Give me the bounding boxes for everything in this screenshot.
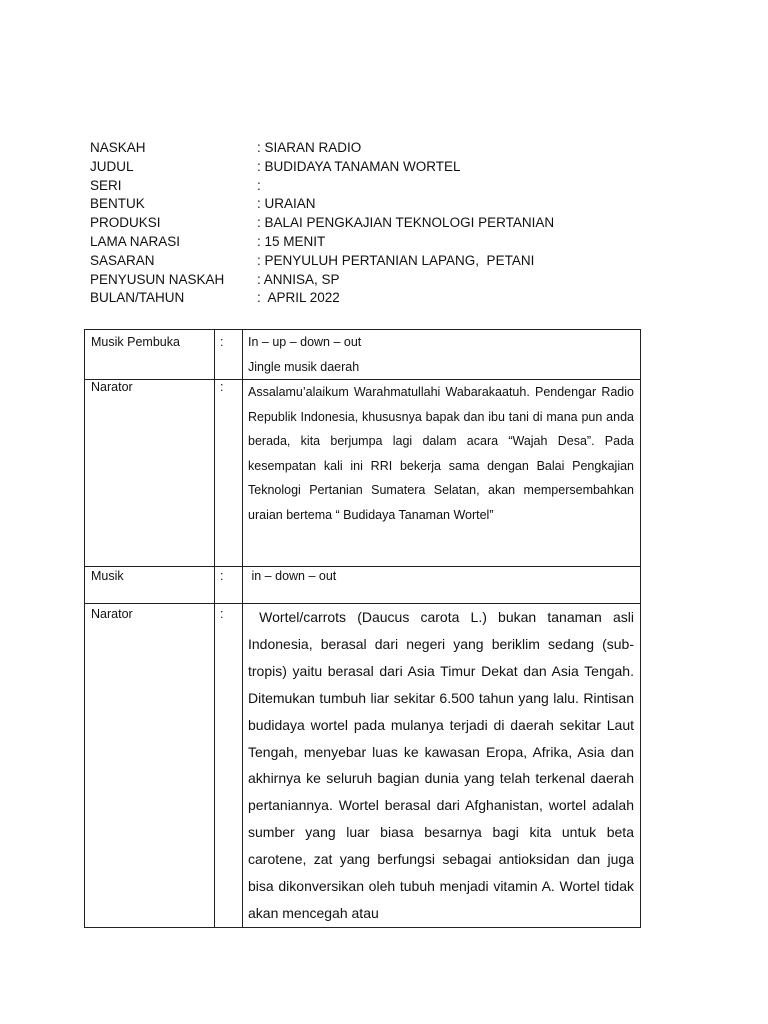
row-content: [243, 330, 641, 380]
meta-row-bentuk: [90, 195, 554, 214]
table-row: [85, 380, 641, 567]
meta-value: : URAIAN: [257, 196, 316, 212]
row-colon: :: [215, 604, 243, 928]
meta-value: : 15 MENIT: [257, 233, 326, 249]
meta-value: : ANNISA, SP: [257, 271, 340, 287]
row-content: Assalamu’alaikum Warahmatullahi Wabarakaatuh. Pendengar Radio Republik Indonesia, khususnya bapak dan ibu tani di mana pun anda berada, kita berjumpa lagi dalam acara “Wajah Desa”. Pada kesempatan kali ini RRI bekerja sama dengan Balai Pengkajian Teknologi Pertanian Sumatera Selatan, akan mempersembahkan uraian bertema “ Budidaya Tanaman Wortel”: [243, 380, 641, 567]
row-label: Musik: [85, 567, 215, 604]
table-row: [85, 567, 641, 604]
cue-line: Jingle musik daerah: [248, 359, 360, 374]
meta-key: SASARAN: [90, 252, 155, 268]
meta-key: PENYUSUN NASKAH: [90, 271, 225, 287]
row-label: Narator: [85, 380, 215, 567]
meta-value: :: [257, 177, 261, 193]
meta-row-judul: [90, 158, 554, 177]
table-row: [85, 604, 641, 928]
meta-key: LAMA NARASI: [90, 233, 181, 249]
meta-key: NASKAH: [90, 140, 146, 155]
meta-row-bulan-tahun: [90, 289, 554, 308]
row-colon: :: [215, 380, 243, 567]
row-label: Narator: [85, 604, 215, 928]
meta-value: : PENYULUH PERTANIAN LAPANG, PETANI: [257, 252, 535, 268]
row-content: in – down – out: [243, 567, 641, 604]
meta-key: BENTUK: [90, 196, 145, 212]
meta-row-produksi: [90, 214, 554, 233]
meta-key: PRODUKSI: [90, 215, 161, 231]
meta-row-seri: [90, 177, 554, 196]
row-content: Wortel/carrots (Daucus carota L.) bukan tanaman asli Indonesia, berasal dari negeri yang beriklim sedang (sub-tropis) yaitu berasal dari Asia Timur Dekat dan Asia Tengah. Ditemukan tumbuh liar sekitar 6.500 tahun yang lalu. Rintisan budidaya wortel pada mulanya terjadi di daerah sekitar Laut Tengah, menyebar luas ke kawasan Eropa, Afrika, Asia dan akhirnya ke seluruh bagian dunia yang telah terkenal daerah pertaniannya. Wortel berasal dari Afghanistan, wortel adalah sumber yang luar biasa besarnya bagi kita untuk beta carotene, zat yang berfungsi sebagai antioksidan dan juga bisa dikonversikan oleh tubuh menjadi vitamin A. Wortel tidak akan mencegah atau: [243, 604, 641, 928]
meta-key: SERI: [90, 177, 122, 193]
meta-row-penyusun: [90, 271, 554, 290]
meta-key: BULAN/TAHUN: [90, 290, 185, 306]
meta-value: : APRIL 2022: [257, 290, 340, 306]
meta-value: : BUDIDAYA TANAMAN WORTEL: [257, 158, 461, 174]
cue-line: In – up – down – out: [248, 335, 362, 349]
table-row: [85, 330, 641, 380]
meta-row-sasaran: [90, 252, 554, 271]
script-metadata: [90, 139, 554, 308]
row-label: Musik Pembuka: [85, 330, 215, 380]
meta-row-lama-narasi: [90, 233, 554, 252]
row-colon: :: [215, 330, 243, 380]
script-table: [84, 329, 641, 928]
meta-row-naskah: [90, 139, 554, 158]
meta-key: JUDUL: [90, 158, 134, 174]
meta-value: : BALAI PENGKAJIAN TEKNOLOGI PERTANIAN: [257, 215, 555, 231]
meta-value: : SIARAN RADIO: [257, 140, 362, 155]
row-colon: :: [215, 567, 243, 604]
